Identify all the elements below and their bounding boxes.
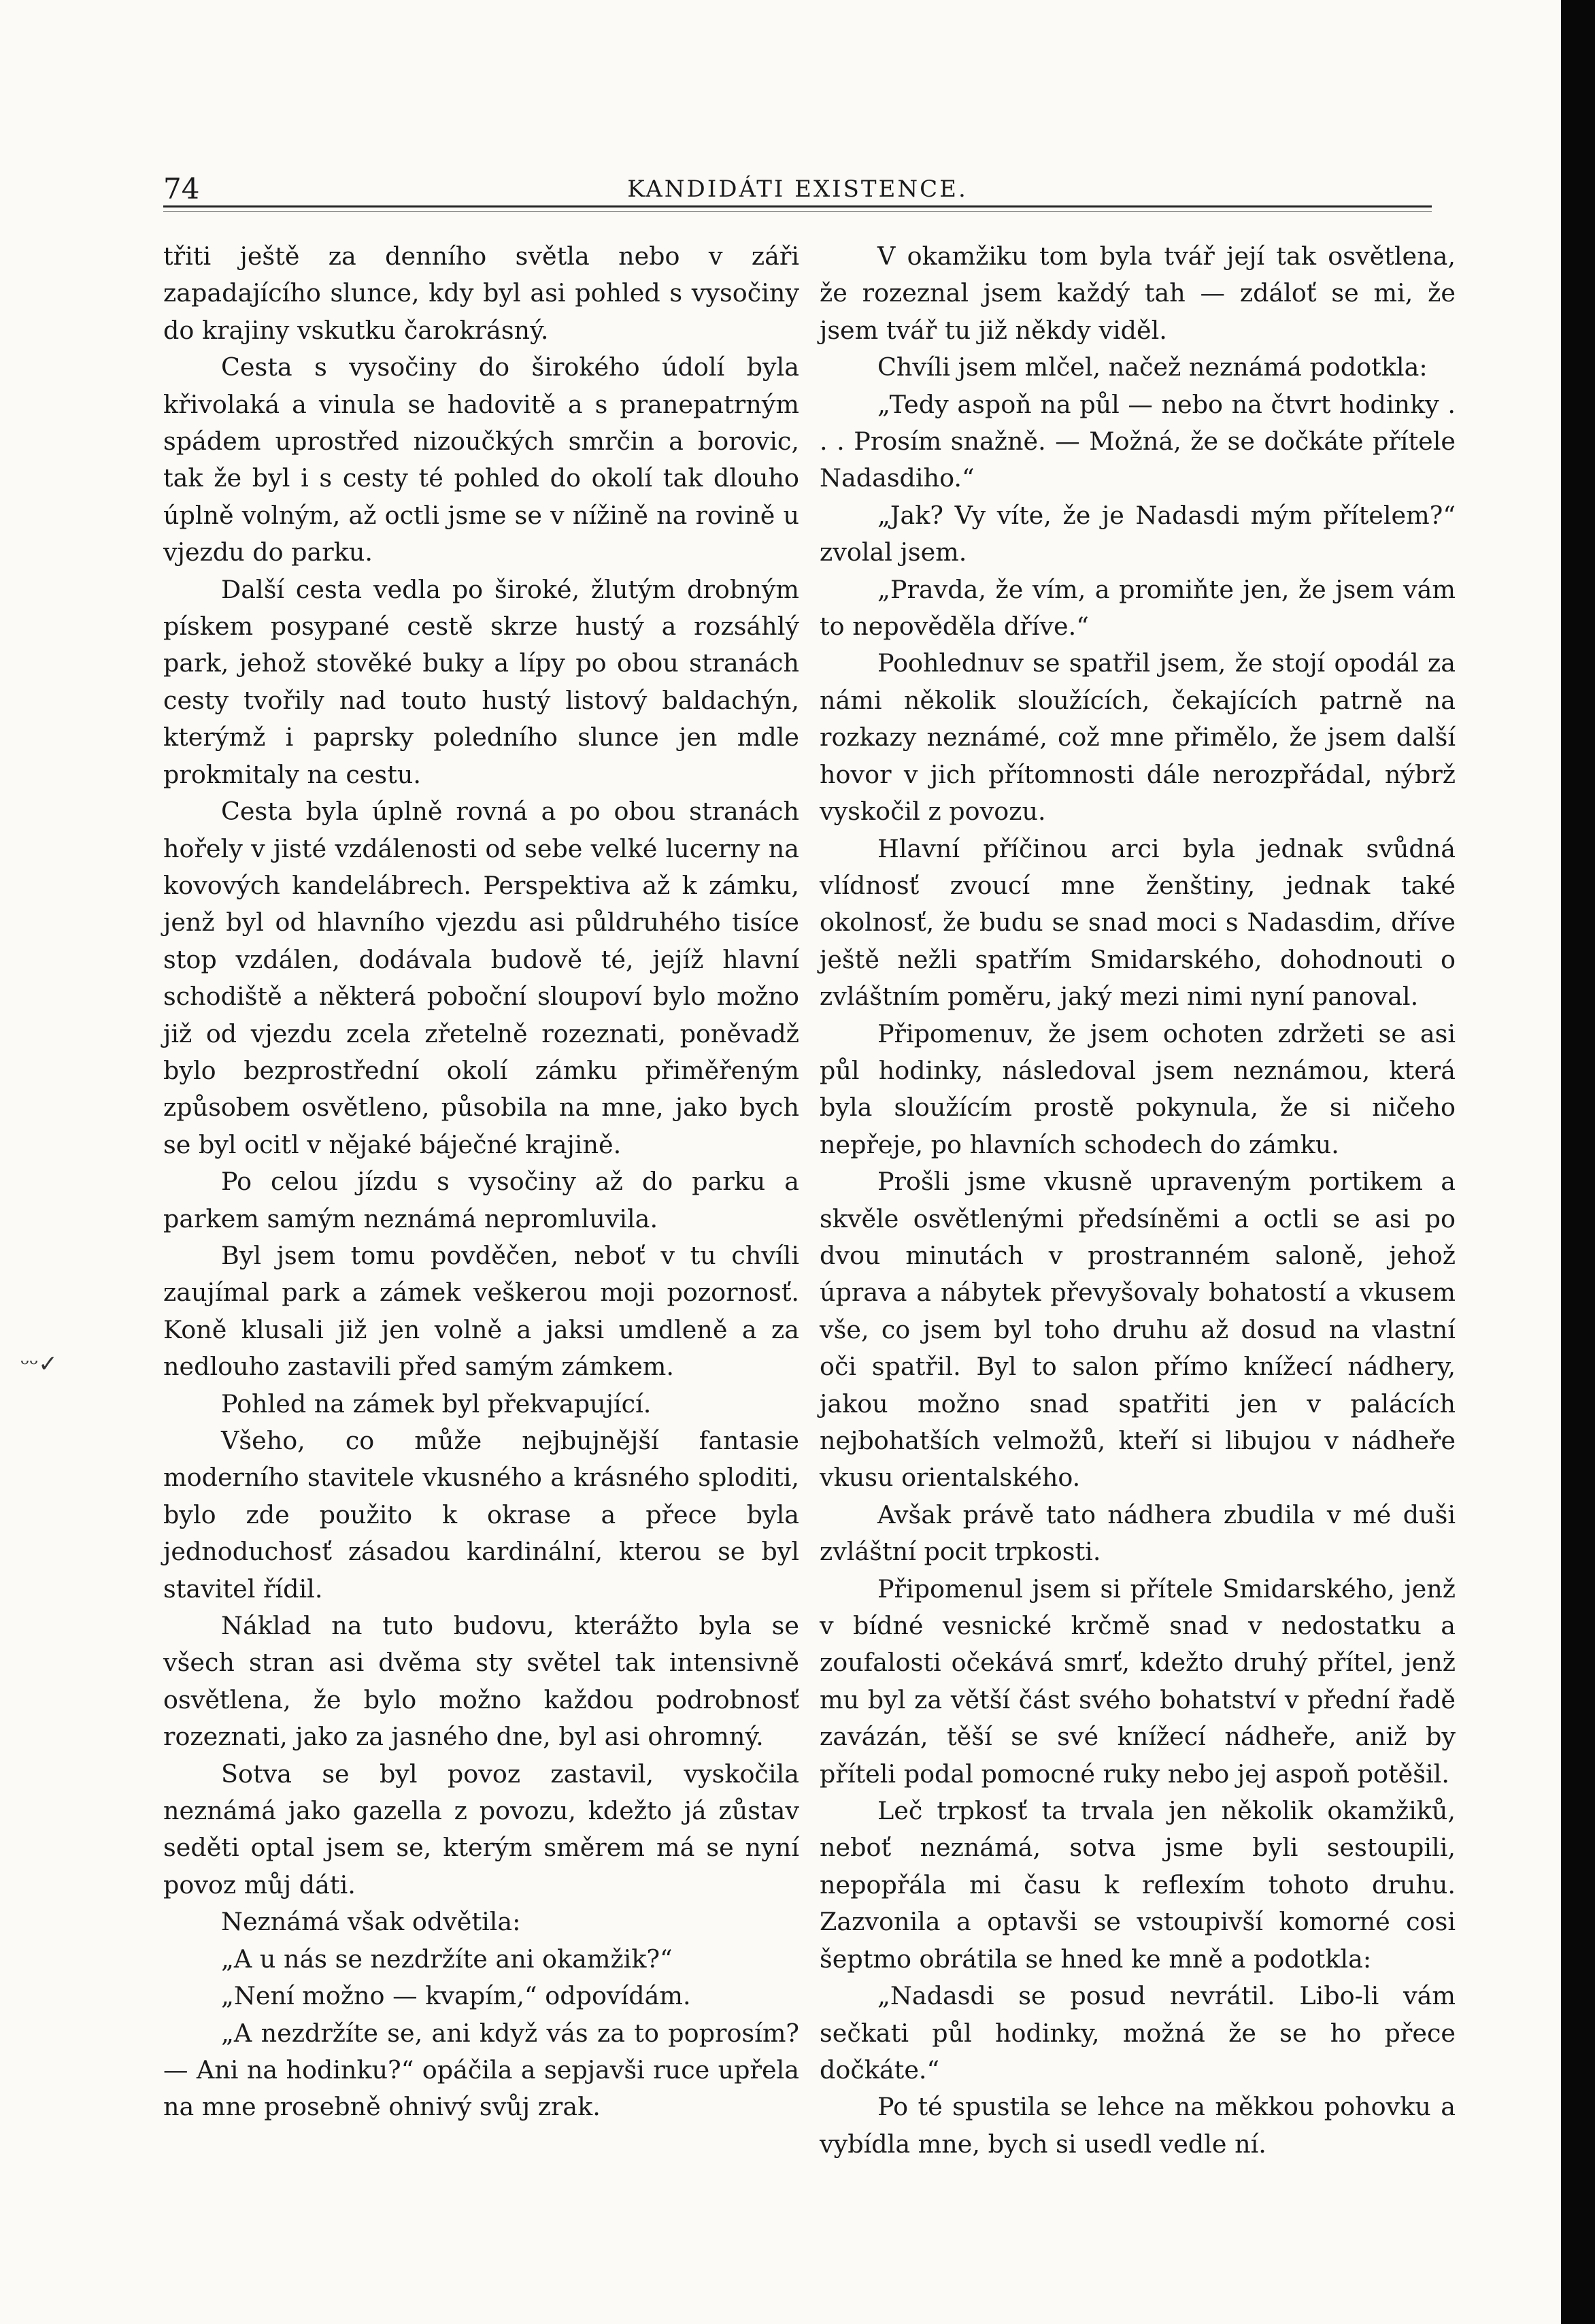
paragraph: Avšak právě tato nádhera zbudila v mé duši zvláštní pocit trpkosti. xyxy=(820,1499,1456,1567)
page-header xyxy=(163,170,1432,211)
paragraph: Po celou jízdu s vysočiny až do parku a parkem samým neznámá nepromluvila. xyxy=(163,1167,799,1233)
paragraph: V okamžiku tom byla tvář její tak osvětlena, že rozeznal jsem každý tah — zdáloť se mi, že jsem tvář tu již někdy viděl. xyxy=(820,242,1456,345)
paragraph: Neznámá však odvětila: xyxy=(221,1907,521,1937)
paragraph: Cesta byla úplně rovná a po obou stranách hořely v jisté vzdálenosti od sebe velké lucerny na kovových kandelábrech. Perspektiva až k zámku, jenž byl od hlavního vjezdu asi půldruhého tisíce stop vzdálen, dodávala budově té, jejíž hlavní schodiště a některá poboční sloupoví bylo možno již od vjezdu zcela zřetelně rozeznati, poněvadž bylo bezprostřední okolí zámku přiměřeným způsobem osvětleno, působila na mne, jako bych se byl ocitl v nějaké báječné krajině. xyxy=(163,797,799,1159)
paragraph: Leč trpkosť ta trvala jen několik okamžiků, neboť neznámá, sotva jsme byli sestoupili, nepopřála mi času k reflexím tohoto druhu. Zazvonila a optavši se vstoupivší komorné cosi šeptmo obrátila se hned ke mně a podotkla: xyxy=(820,1796,1456,1974)
page-number: 74 xyxy=(163,172,200,205)
paragraph: „Pravda, že vím, a promiňte jen, že jsem vám to nepověděla dříve.“ xyxy=(820,574,1456,642)
paragraph: třiti ještě za denního světla nebo v záři zapadajícího slunce, kdy byl asi pohled s vysočiny do krajiny vskutku čarokrásný. xyxy=(163,242,799,345)
paragraph: Prošli jsme vkusně upraveným portikem a skvěle osvětlenými předsíněmi a octli se asi po dvou minutách v prostranném saloně, jehož úprava a nábytek převyšovaly bohatostí a vkusem vše, co jsem byl toho druhu až dosud na vlastní oči spatřil. Byl to salon přímo knížecí nádhery, jakou možno snad spatřiti jen v palácích nejbohatších velmožů, kteří si libujou v nádheře vkusu orientalského. xyxy=(820,1167,1456,1493)
paragraph: „Nadasdi se posud nevrátil. Libo-li vám sečkati půl hodinky, možná že se ho přece dočkáte.“ xyxy=(820,1981,1456,2085)
paragraph: Chvíli jsem mlčel, načež neznámá podotkla: xyxy=(877,352,1428,382)
paragraph: Poohlednuv se spatřil jsem, že stojí opodál za námi několik sloužících, čekajících patrně na rozkazy neznámé, což mne přimělo, že jsem další hovor v jich přítomnosti dále nerozpřádal, nýbrž vyskočil z povozu. xyxy=(820,648,1456,827)
paragraph: Po té spustila se lehce na měkkou pohovku a vybídla mne, bych si usedl vedle ní. xyxy=(820,2092,1456,2159)
paragraph: „A nezdržíte se, ani když vás za to poprosím? — Ani na hodinku?“ opáčila a sepjavši ruce upřela na mne prosebně ohnivý svůj zrak. xyxy=(163,2018,799,2122)
paragraph: Sotva se byl povoz zastavil, vyskočila neznámá jako gazella z povozu, kdežto já zůstav seděti optal jsem se, kterým směrem má se nyní povoz můj dáti. xyxy=(163,1759,799,1899)
header-rule xyxy=(163,205,1432,208)
paragraph: Další cesta vedla po široké, žlutým drobným pískem posypané cestě skrze hustý a rozsáhlý park, jehož stověké buky a lípy po obou stranách cesty tvořily nad touto hustý listový baldachýn, kterýmž i paprsky poledního slunce jen mdle prokmitaly na cestu. xyxy=(163,574,799,789)
paragraph: Všeho, co může nejbujnější fantasie moderního stavitele vkusného a krásného sploditi, bylo zde použito k okrase a přece byla jednoduchosť zásadou kardinální, kterou se byl stavitel řídil. xyxy=(163,1426,799,1604)
paragraph: „A u nás se nezdržíte ani okamžik?“ xyxy=(221,1944,673,1974)
paragraph: Připomenuv, že jsem ochoten zdržeti se asi půl hodinky, následoval jsem neznámou, která byla sloužícím prostě pokynula, že si ničeho nepřeje, po hlavních schodech do zámku. xyxy=(820,1018,1456,1159)
left-column xyxy=(163,238,799,2126)
header-rule-thin xyxy=(163,211,1432,212)
paragraph: Cesta s vysočiny do širokého údolí byla křivolaká a vinula se hadovitě a s pranepatrným spádem uprostřed nizoučkých smrčin a borovic, tak že byl i s cesty té pohled do okolí tak dlouho úplně volným, až octli jsme se v nížině na rovině u vjezdu do parku. xyxy=(163,352,799,567)
paragraph: Hlavní příčinou arci byla jednak svůdná vlídnosť zvoucí mne ženštiny, jednak také okolnosť, že budu se snad moci s Nadasdim, dříve ještě nežli spatřím Smidarského, dohodnouti o zvláštním poměru, jaký mezi nimi nyní panoval. xyxy=(820,833,1456,1012)
paragraph: „Není možno — kvapím,“ odpovídám. xyxy=(221,1981,691,2011)
paragraph: Pohled na zámek byl překvapující. xyxy=(221,1389,652,1418)
right-column xyxy=(820,238,1456,2163)
paragraph: Náklad na tuto budovu, kterážto byla se všech stran asi dvěma sty světel tak intensivně osvětlena, že bylo možno každou podrobnosť rozeznati, jako za jasného dne, byl asi ohromný. xyxy=(163,1611,799,1752)
running-title: KANDIDÁTI EXISTENCE. xyxy=(627,176,968,203)
scan-edge-bar xyxy=(1561,0,1595,2324)
paragraph: Byl jsem tomu povděčen, neboť v tu chvíli zaujímal park a zámek veškerou moji pozornosť. Koně klusali již jen volně a jaksi umdleně a za nedlouho zastavili před samým zámkem. xyxy=(163,1240,799,1382)
paragraph: „Jak? Vy víte, že je Nadasdi mým přítelem?“ zvolal jsem. xyxy=(820,500,1456,567)
margin-scribble: ᵕᵕ✓ xyxy=(20,1350,58,1378)
paragraph: „Tedy aspoň na půl — nebo na čtvrt hodinky . . . Prosím snažně. — Možná, že se dočkáte přítele Nadasdiho.“ xyxy=(820,389,1456,493)
paragraph: Připomenul jsem si přítele Smidarského, jenž v bídné vesnické krčmě snad v nedostatku a zoufalosti očekává smrť, kdežto druhý přítel, jenž mu byl za větší část svého bohatství v přední řadě zavázán, těší se své knížecí nádheře, aniž by příteli podal pomocné ruky nebo jej aspoň potěšil. xyxy=(820,1574,1456,1789)
